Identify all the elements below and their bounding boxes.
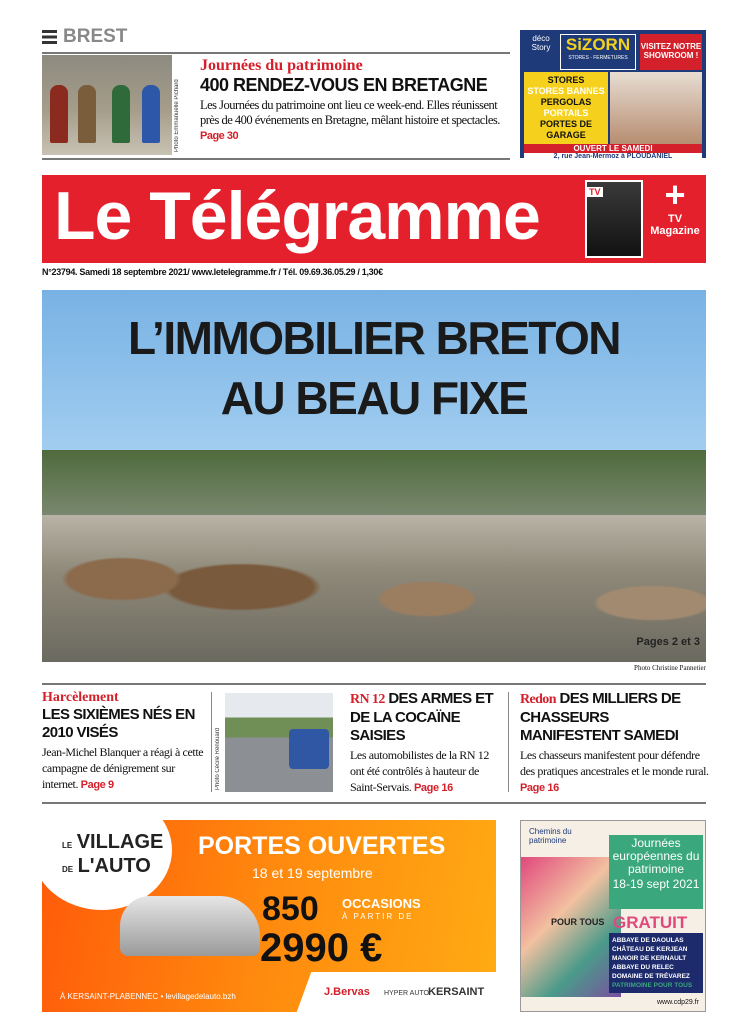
ad-item: STORES BANNES [527, 86, 605, 96]
ad-from: À PARTIR DE [342, 912, 414, 921]
photo-credit: Photo Cécile Renouard [215, 727, 221, 790]
ad-village-auto[interactable] [42, 820, 496, 1012]
ad-free: GRATUIT [613, 913, 688, 932]
newspaper-title: Le Télégramme [54, 178, 540, 254]
showroom-photo [610, 72, 702, 144]
lead-headline-2: AU BEAU FIXE [220, 372, 528, 424]
sponsor-logo: KERSAINT [428, 986, 485, 998]
car-image [120, 896, 260, 956]
divider [42, 158, 510, 160]
ad-item: PORTAILS [543, 108, 589, 118]
top-story-body: Les Journées du patrimoine ont lieu ce week-end. Elles réunissent près de 400 événements en Bretagne, mêlant histoire et spectacles. [200, 98, 500, 127]
sizorn-logo: SiZORN [565, 35, 631, 54]
ad-title: Journées européennes du patrimoine [612, 836, 700, 876]
ad-item: STORES [547, 75, 585, 85]
brief-title: LES SIXIÈMES NÉS EN 2010 VISÉS [42, 706, 195, 741]
ad-item: PERGOLAS [540, 97, 592, 107]
ad-url[interactable]: www.cdp29.fr [656, 999, 699, 1006]
divider [508, 692, 509, 792]
lead-headline-1: L’IMMOBILIER BRETON [128, 312, 620, 364]
section-header[interactable] [42, 26, 127, 48]
brief-photo[interactable] [225, 693, 333, 792]
tagline: PATRIMOINE POUR TOUS [612, 982, 693, 989]
ad-open: OUVERT LE SAMEDI [524, 144, 702, 153]
brief-2[interactable] [350, 690, 500, 796]
brief-title: DES ARMES ET DE LA COCAÏNE SAISIES [350, 690, 494, 744]
sponsor-logo: J.Bervas [324, 986, 370, 998]
tv-label: TV [667, 213, 683, 225]
brief-body: Les chasseurs manifestent pour défendre des pratiques ancestrales et le monde rural. [520, 748, 709, 778]
masthead[interactable] [42, 175, 706, 263]
ad-item: PORTES DE GARAGE [539, 119, 592, 140]
menu-icon[interactable] [42, 30, 57, 44]
tv-cover-label: TV [589, 187, 601, 197]
deco-story-logo: déco Story [531, 34, 551, 52]
lead-story[interactable] [42, 290, 706, 662]
site: ABBAYE DE DAOULAS [612, 937, 684, 944]
brief-kicker: RN 12 [350, 692, 385, 707]
brief-kicker: Redon [520, 692, 556, 707]
site: DOMAINE DE TRÉVAREZ [612, 973, 690, 980]
page-link[interactable]: Page 30 [200, 130, 239, 142]
brief-3[interactable] [520, 690, 710, 796]
divider [42, 683, 706, 685]
ad-price: 2990 € [260, 926, 383, 970]
org-logo: Chemins du patrimoine [529, 827, 572, 845]
site: CHÂTEAU DE KERJEAN [612, 946, 688, 953]
ad-occasions: OCCASIONS [342, 896, 421, 911]
brief-kicker: Harcèlement [42, 690, 119, 705]
site: MANOIR DE KERNAULT [612, 955, 687, 962]
sponsor-logo: HYPER AUTO [384, 990, 429, 997]
page-link[interactable]: Page 16 [520, 782, 559, 794]
magazine-label: Magazine [650, 225, 700, 237]
ad-count: 850 [262, 890, 319, 928]
illustration: POUR TOUS [521, 857, 621, 997]
divider [42, 52, 510, 54]
ad-dates: 18 et 19 septembre [252, 865, 373, 881]
top-story[interactable] [200, 57, 512, 144]
brief-body: Les automobilistes de la RN 12 ont été contrôlés à hauteur de Saint-Servais. [350, 748, 489, 794]
showroom-cta: VISITEZ NOTRE SHOWROOM ! [640, 34, 702, 70]
photo-credit: Photo Christine Pannetier [634, 664, 706, 672]
section-label: BREST [63, 26, 128, 47]
ad-location: À KERSAINT-PLABENNEC • levillagedelauto.bzh [60, 992, 236, 1001]
site: ABBAYE DU RELEC [612, 964, 674, 971]
brief-1[interactable] [42, 690, 207, 793]
ad-sizorn[interactable] [520, 30, 706, 158]
brief-body: Jean-Michel Blanquer a réagi à cette campagne de dénigrement sur internet. [42, 745, 204, 791]
ad-dates: 18-19 sept 2021 [612, 877, 700, 891]
ad-journees-patrimoine[interactable] [520, 820, 706, 1012]
sizorn-sub: STORES - FERMETURES [568, 55, 628, 61]
top-story-title: 400 RENDEZ-VOUS EN BRETAGNE [200, 75, 488, 95]
brief-title: DES MILLIERS DE CHASSEURS MANIFESTENT SAMEDI [520, 690, 681, 744]
divider [211, 692, 212, 792]
tv-magazine-cover[interactable] [585, 180, 643, 258]
lead-pages[interactable]: Pages 2 et 3 [636, 636, 700, 648]
photo-credit: Photo Emmanuelle Pichard [174, 79, 180, 152]
page-link[interactable]: Page 9 [80, 779, 114, 791]
divider [42, 802, 706, 804]
ad-address: 2, rue Jean-Mermoz à PLOUDANIEL [524, 153, 702, 161]
ad-title: PORTES OUVERTES [198, 832, 446, 860]
plus-icon: + [664, 174, 686, 215]
top-story-kicker: Journées du patrimoine [200, 57, 363, 74]
village-auto-logo: LE VILLAGE DE L'AUTO [62, 831, 164, 877]
page-link[interactable]: Page 16 [414, 782, 453, 794]
issue-info: N°23794. Samedi 18 septembre 2021/ www.letelegramme.fr / Tél. 09.69.36.05.29 / 1,30€ [42, 267, 383, 277]
top-story-photo[interactable] [42, 55, 172, 155]
